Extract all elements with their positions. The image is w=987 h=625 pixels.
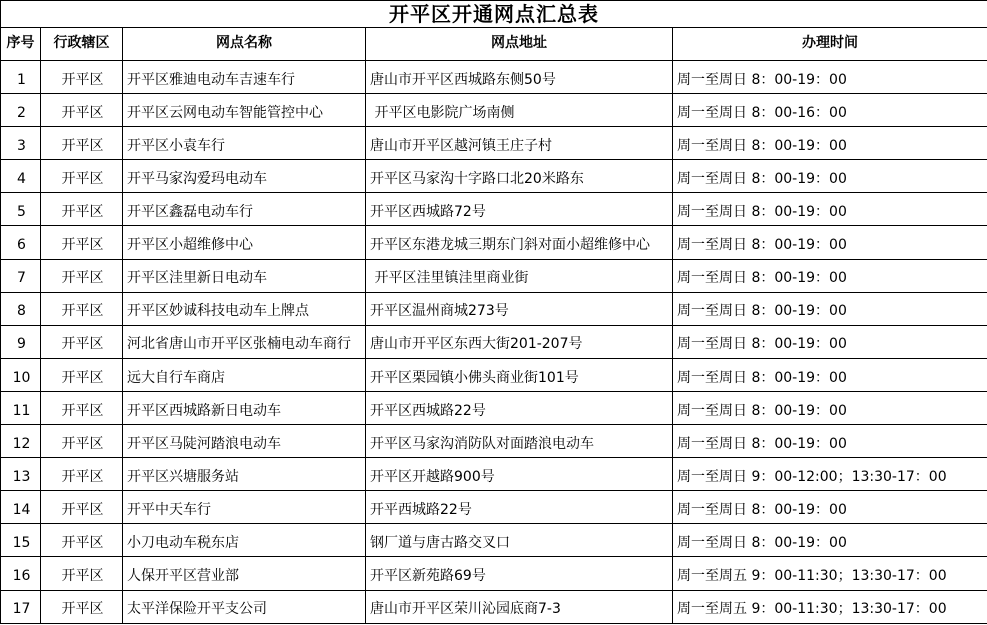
district-cell: 开平区 <box>41 94 123 127</box>
table-row <box>1 491 987 524</box>
hours-cell: 周一至周日 8：00-19：00 <box>673 524 987 557</box>
site-address-cell: 开平区新苑路69号 <box>366 557 673 590</box>
hours-cell: 周一至周日 8：00-19：00 <box>673 226 987 259</box>
district-cell: 开平区 <box>41 491 123 524</box>
site-address-cell: 开平区洼里镇洼里商业街 <box>366 259 673 292</box>
district-cell: 开平区 <box>41 292 123 325</box>
site-name-cell: 远大自行车商店 <box>123 358 366 391</box>
district-cell: 开平区 <box>41 259 123 292</box>
site-address-cell: 开平区开越路900号 <box>366 458 673 491</box>
site-name-cell: 太平洋保险开平支公司 <box>123 590 366 623</box>
hours-cell: 周一至周日 8：00-19：00 <box>673 127 987 160</box>
page-title: 开平区开通网点汇总表 <box>1 1 987 28</box>
column-header-1: 行政辖区 <box>41 28 123 61</box>
district-cell: 开平区 <box>41 61 123 94</box>
district-cell: 开平区 <box>41 325 123 358</box>
hours-cell: 周一至周五 9：00-11:30；13:30-17：00 <box>673 557 987 590</box>
site-name-cell: 开平区马陡河踏浪电动车 <box>123 425 366 458</box>
site-address-cell: 开平区西城路22号 <box>366 391 673 424</box>
site-address-cell: 钢厂道与唐古路交叉口 <box>366 524 673 557</box>
site-address-cell: 唐山市开平区越河镇王庄子村 <box>366 127 673 160</box>
site-address-cell: 开平区东港龙城三期东门斜对面小超维修中心 <box>366 226 673 259</box>
site-name-cell: 小刀电动车税东店 <box>123 524 366 557</box>
site-name-cell: 开平区兴塘服务站 <box>123 458 366 491</box>
hours-cell: 周一至周日 8：00-19：00 <box>673 292 987 325</box>
site-address-cell: 开平区电影院广场南侧 <box>366 94 673 127</box>
hours-cell: 周一至周日 8：00-19：00 <box>673 425 987 458</box>
district-cell: 开平区 <box>41 193 123 226</box>
site-name-cell: 开平区雅迪电动车吉速车行 <box>123 61 366 94</box>
hours-cell: 周一至周日 8：00-19：00 <box>673 391 987 424</box>
row-number-cell: 17 <box>1 590 41 623</box>
table-row <box>1 292 987 325</box>
row-number-cell: 16 <box>1 557 41 590</box>
row-number-cell: 14 <box>1 491 41 524</box>
site-name-cell: 河北省唐山市开平区张楠电动车商行 <box>123 325 366 358</box>
district-cell: 开平区 <box>41 458 123 491</box>
site-name-cell: 人保开平区营业部 <box>123 557 366 590</box>
district-cell: 开平区 <box>41 557 123 590</box>
district-cell: 开平区 <box>41 160 123 193</box>
table-row <box>1 325 987 358</box>
site-address-cell: 唐山市开平区荣川沁园底商7-3 <box>366 590 673 623</box>
site-name-cell: 开平区小袁车行 <box>123 127 366 160</box>
hours-cell: 周一至周日 8：00-19：00 <box>673 160 987 193</box>
column-header-0: 序号 <box>1 28 41 61</box>
table-row <box>1 524 987 557</box>
hours-cell: 周一至周五 9：00-11:30；13:30-17：00 <box>673 590 987 623</box>
hours-cell: 周一至周日 8：00-19：00 <box>673 61 987 94</box>
hours-cell: 周一至周日 8：00-16：00 <box>673 94 987 127</box>
hours-cell: 周一至周日 8：00-19：00 <box>673 259 987 292</box>
table-row <box>1 193 987 226</box>
site-name-cell: 开平区妙诚科技电动车上牌点 <box>123 292 366 325</box>
district-cell: 开平区 <box>41 358 123 391</box>
site-name-cell: 开平区云网电动车智能管控中心 <box>123 94 366 127</box>
district-cell: 开平区 <box>41 127 123 160</box>
site-address-cell: 开平区温州商城273号 <box>366 292 673 325</box>
row-number-cell: 9 <box>1 325 41 358</box>
table-row <box>1 160 987 193</box>
district-cell: 开平区 <box>41 590 123 623</box>
district-cell: 开平区 <box>41 226 123 259</box>
site-address-cell: 开平区西城路72号 <box>366 193 673 226</box>
row-number-cell: 8 <box>1 292 41 325</box>
table-row <box>1 127 987 160</box>
row-number-cell: 1 <box>1 61 41 94</box>
site-address-cell: 开平区马家沟十字路口北20米路东 <box>366 160 673 193</box>
table-header-row <box>1 28 987 61</box>
table-row <box>1 226 987 259</box>
hours-cell: 周一至周日 8：00-19：00 <box>673 491 987 524</box>
row-number-cell: 11 <box>1 391 41 424</box>
column-header-2: 网点名称 <box>123 28 366 61</box>
site-name-cell: 开平区西城路新日电动车 <box>123 391 366 424</box>
site-address-cell: 开平西城路22号 <box>366 491 673 524</box>
row-number-cell: 6 <box>1 226 41 259</box>
site-name-cell: 开平区鑫磊电动车行 <box>123 193 366 226</box>
site-address-cell: 唐山市开平区西城路东侧50号 <box>366 61 673 94</box>
site-name-cell: 开平中天车行 <box>123 491 366 524</box>
district-cell: 开平区 <box>41 391 123 424</box>
table-row <box>1 391 987 424</box>
column-header-4: 办理时间 <box>673 28 987 61</box>
site-address-cell: 开平区栗园镇小佛头商业街101号 <box>366 358 673 391</box>
site-address-cell: 开平区马家沟消防队对面踏浪电动车 <box>366 425 673 458</box>
row-number-cell: 15 <box>1 524 41 557</box>
table-row <box>1 458 987 491</box>
table-row <box>1 590 987 623</box>
site-name-cell: 开平区小超维修中心 <box>123 226 366 259</box>
row-number-cell: 10 <box>1 358 41 391</box>
row-number-cell: 12 <box>1 425 41 458</box>
row-number-cell: 13 <box>1 458 41 491</box>
table-row <box>1 61 987 94</box>
hours-cell: 周一至周日 8：00-19：00 <box>673 193 987 226</box>
column-header-3: 网点地址 <box>366 28 673 61</box>
site-name-cell: 开平马家沟爱玛电动车 <box>123 160 366 193</box>
row-number-cell: 2 <box>1 94 41 127</box>
table-row <box>1 358 987 391</box>
row-number-cell: 4 <box>1 160 41 193</box>
table-row <box>1 557 987 590</box>
table-title-row <box>1 1 987 28</box>
table-row <box>1 94 987 127</box>
hours-cell: 周一至周日 8：00-19：00 <box>673 325 987 358</box>
hours-cell: 周一至周日 9：00-12:00；13:30-17：00 <box>673 458 987 491</box>
district-cell: 开平区 <box>41 425 123 458</box>
site-address-cell: 唐山市开平区东西大街201-207号 <box>366 325 673 358</box>
row-number-cell: 3 <box>1 127 41 160</box>
site-name-cell: 开平区洼里新日电动车 <box>123 259 366 292</box>
hours-cell: 周一至周日 8：00-19：00 <box>673 358 987 391</box>
table-row <box>1 425 987 458</box>
row-number-cell: 5 <box>1 193 41 226</box>
table-row <box>1 259 987 292</box>
district-cell: 开平区 <box>41 524 123 557</box>
row-number-cell: 7 <box>1 259 41 292</box>
